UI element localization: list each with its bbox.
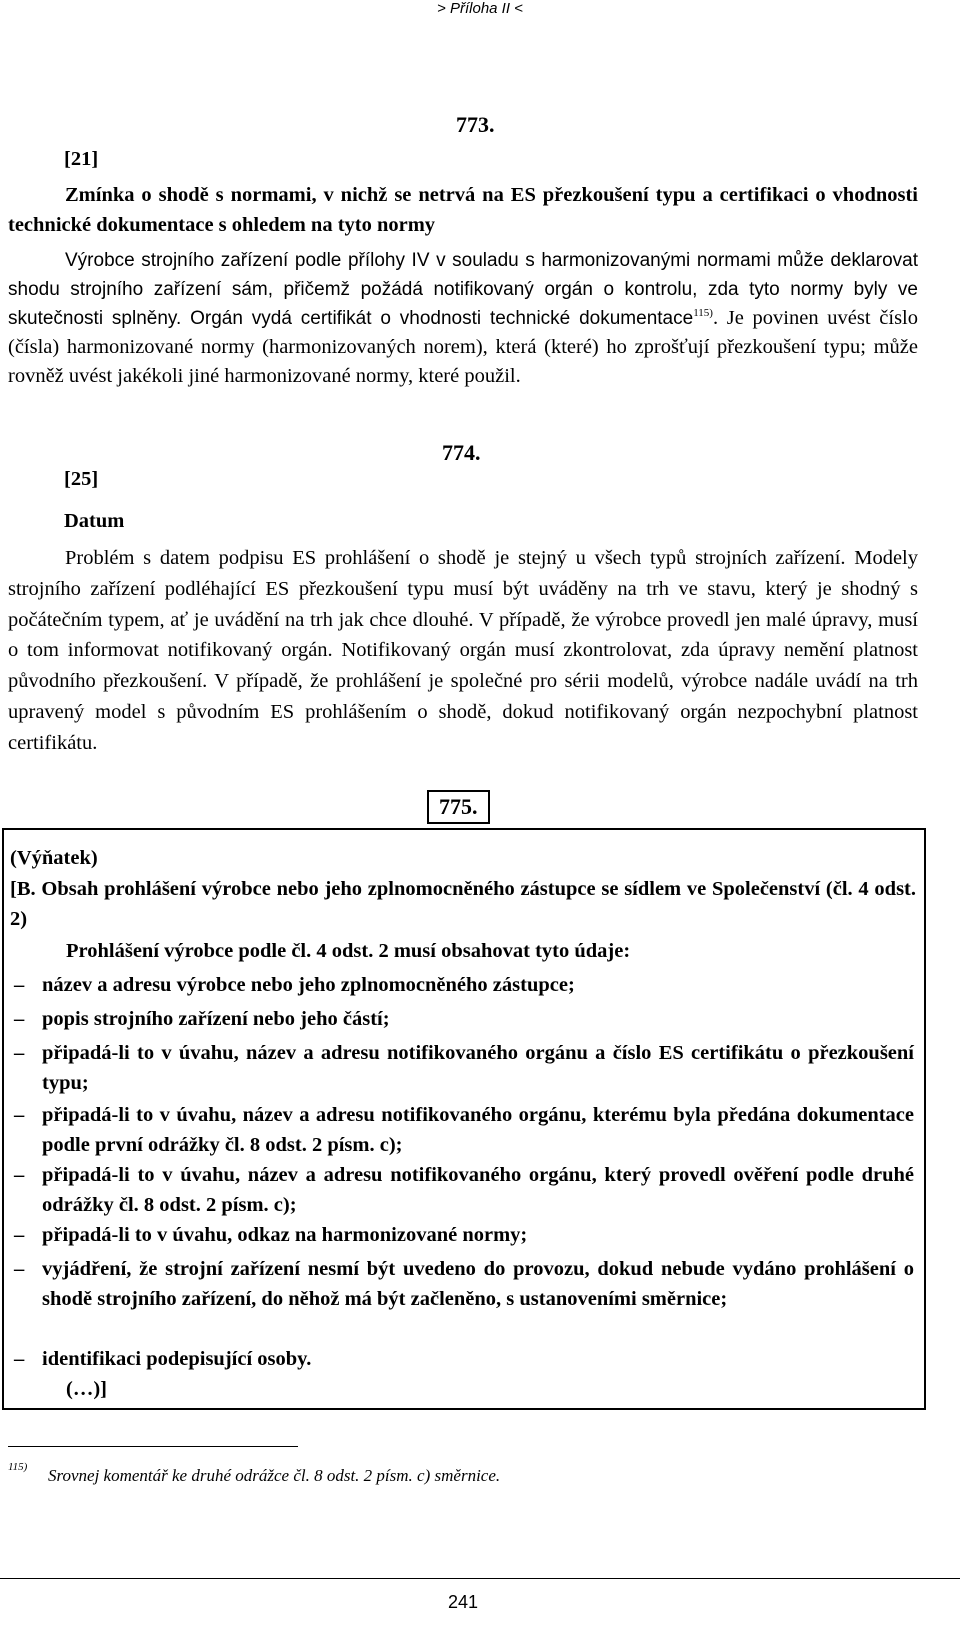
section-775-number: 775. bbox=[427, 790, 490, 824]
footnote-ref[interactable]: 115) bbox=[693, 307, 713, 320]
para-sans-part: Výrobce strojního zařízení podle přílohy IV v souladu s harmonizovanými normami může deklarovat shodu strojního zařízení sám, přičemž požádá notifikovaný orgán o kontrolu, zda tyto normy byly ve skutečnosti splněny. Orgán vydá certifikát o vhodnosti technické dokumentace bbox=[8, 250, 918, 329]
list-item: – připadá-li to v úvahu, název a adresu notifikovaného orgánu a číslo ES certifikátu o přezkoušení typu; bbox=[14, 1038, 914, 1098]
section-774-heading: Datum bbox=[64, 510, 125, 532]
dash-marker: – bbox=[14, 1164, 25, 1186]
dash-marker: – bbox=[14, 1104, 25, 1126]
section-773-number: 773. bbox=[456, 112, 495, 137]
list-item: – připadá-li to v úvahu, název a adresu notifikovaného orgánu, který provedl ověření podle druhé odrážky čl. 8 odst. 2 písm. c); bbox=[14, 1160, 914, 1220]
page-header: > Příloha II < bbox=[437, 0, 523, 17]
footnote-text: Srovnej komentář ke druhé odrážce čl. 8 odst. 2 písm. c) směrnice. bbox=[48, 1466, 501, 1485]
list-item: – identifikaci podepisující osoby. bbox=[14, 1344, 914, 1374]
dash-marker: – bbox=[14, 1258, 25, 1280]
list-item: – vyjádření, že strojní zařízení nesmí být uvedeno do provozu, dokud nebude vydáno prohlášení o shodě strojního zařízení, do něhož má být začleněno, s ustanoveními směrnice; bbox=[14, 1254, 914, 1314]
section-774-number: 774. bbox=[442, 440, 481, 465]
list-item: – název a adresu výrobce nebo jeho zplnomocněného zástupce; bbox=[14, 970, 914, 1000]
section-774-paragraph: Problém s datem podpisu ES prohlášení o shodě je stejný u všech typů strojních zařízení. Modely strojního zařízení podléhající ES přezkoušení typu musí být uváděny na trh ve stavu, který je shodný s počátečním typem, ať je uvádění na trh jak chce dlouhé. V případě, že výrobce provedl jen malé úpravy, musí o tom informovat notifikovaný orgán. Notifikovaný orgán musí zkontrolovat, zda úpravy nemění platnost původního přezkoušení. V případě, že prohlášení je společné pro sérii modelů, výrobce nadále uvádí na trh upravený model s původním ES prohlášením o shodě, dokud notifikovaný orgán nezpochybní platnost certifikátu. bbox=[8, 547, 918, 754]
list-item: – popis strojního zařízení nebo jeho částí; bbox=[14, 1004, 914, 1034]
list-item: – připadá-li to v úvahu, název a adresu notifikovaného orgánu, kterému byla předána dokumentace podle první odrážky čl. 8 odst. 2 písm. c); bbox=[14, 1100, 914, 1160]
section-774-ref: [25] bbox=[64, 468, 99, 490]
section-773-heading: Zmínka o shodě s normami, v nichž se netrvá na ES přezkoušení typu a certifikaci o vhodnosti technické dokumentace s ohledem na tyto normy bbox=[8, 184, 918, 236]
footnote-rule bbox=[8, 1446, 298, 1447]
excerpt-ellipsis: (…)] bbox=[66, 1378, 107, 1400]
dash-marker: – bbox=[14, 974, 25, 996]
excerpt-heading: [B. Obsah prohlášení výrobce nebo jeho zplnomocněného zástupce se sídlem ve Společenství (čl. 4 odst. 2) bbox=[10, 878, 916, 930]
excerpt-label: (Výňatek) bbox=[10, 847, 98, 869]
page-number: 241 bbox=[447, 1592, 479, 1612]
excerpt-intro: Prohlášení výrobce podle čl. 4 odst. 2 musí obsahovat tyto údaje: bbox=[66, 940, 631, 962]
section-773-ref: [21] bbox=[64, 148, 99, 170]
footnote-marker: 115) bbox=[8, 1461, 28, 1473]
dash-marker: – bbox=[14, 1224, 25, 1246]
para-serif-part: . Je povinen uvést číslo (čísla) harmonizované normy (harmonizovaných norem), která (které) ho zprošťují přezkoušení typu; může rovněž uvést jakékoli jiné harmonizované normy, které použil. bbox=[8, 307, 918, 387]
dash-marker: – bbox=[14, 1042, 25, 1064]
section-773-paragraph bbox=[8, 246, 918, 391]
dash-marker: – bbox=[14, 1348, 25, 1370]
list-item: – připadá-li to v úvahu, odkaz na harmonizované normy; bbox=[14, 1220, 914, 1250]
excerpt-box bbox=[2, 828, 926, 1410]
footer-rule bbox=[0, 1578, 960, 1579]
dash-marker: – bbox=[14, 1008, 25, 1030]
